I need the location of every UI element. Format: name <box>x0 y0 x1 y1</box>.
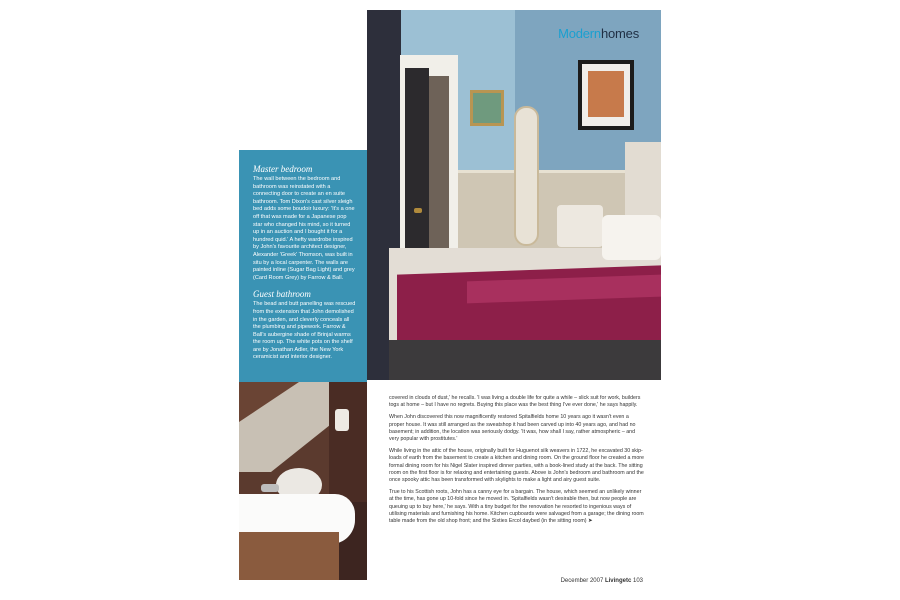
page-number: 103 <box>632 578 643 584</box>
article-body <box>389 395 645 530</box>
section-brand: Modernhomes <box>558 26 639 41</box>
article-paragraph: True to his Scottish roots, John has a canny eye for a bargain. The house, which seemed an unlikely winner at the time, has gone up 10-fold since he moved in. 'Spitalfields wasn't desirable then, but now people are queuing up to buy here,' he says. With a tiny budget for the renovation he resorted to ingenious ways of utilising materials and furnishing his home. Kitchen cupboards were salvaged from a garage; the dining room table made from the old shop front; and the Sixties Ercol daybed (in the sitting room) ➤ <box>389 489 644 525</box>
bathroom-photo <box>239 382 367 580</box>
footer-magazine: Livingetc <box>604 578 632 584</box>
article-paragraph: While living in the attic of the house, originally built for Huguenot silk weavers in 1722, he excavated 30 skip-loads of earth from the basement to create a kitchen and dining room. On the ground floor he created a more formal dining room for his Nigel Slater inspired dinner parties, with a book-lined study at the back. The sitting room on the first floor is for relaxing and entertaining guests. Above is John's bedroom and bathroom and the once spooky attic has been transformed with skylights to make a light and airy guest suite. <box>389 448 644 484</box>
bedroom-photo <box>367 10 661 380</box>
magazine-page <box>239 10 661 590</box>
caption-heading: Guest bathroom <box>253 289 311 300</box>
caption-heading: Master bedroom <box>253 164 313 174</box>
article-paragraph: When John discovered this now magnificently restored Spitalfields home 10 years ago it wasn't even a proper house. It was still arranged as the sweatshop it had been carved up into 40 years ago, and had no basement; in addition, the location was seriously dodgy. 'It was, how shall I say, rather atmospheric – and very popular with prostitutes.' <box>389 414 636 443</box>
caption-body: The bead and butt panelling was rescued from the extension that John demolished in the garden, and cleverly conceals all the plumbing and pipework. Farrow & Ball's aubergine shade of Brinjal warms the room up. The white pots on the shelf are by Jonathan Adler, the New York ceramicist and interior designer. <box>253 301 356 361</box>
footer-date: December 2007 <box>560 578 604 584</box>
caption-sidebar <box>239 150 367 382</box>
page-footer <box>561 578 643 584</box>
article-paragraph: covered in clouds of dust,' he recalls. 'I was living a double life for quite a while – slick suit for work, builders togs at home – but I have no regrets. Buying this place was the best thing I've ever done,' he says happily. <box>389 395 641 409</box>
caption-body: The wall between the bedroom and bathroom was reinstated with a connecting door to create an en suite bathroom. Tom Dixon's cast silver sleigh bed adds some boudoir luxury: 'It's a one off that was made for a Japanese pop star who changed his mind, so it turned up in an auction and I bought it for a hundred quid.' A hefty wardrobe inspired by John's favourite architect designer, Alexander 'Greek' Thomson, was built in situ by a local carpenter. The walls are painted inline (Sugar Bag Light) and grey (Card Room Grey) by Farrow & Ball. <box>253 176 355 281</box>
